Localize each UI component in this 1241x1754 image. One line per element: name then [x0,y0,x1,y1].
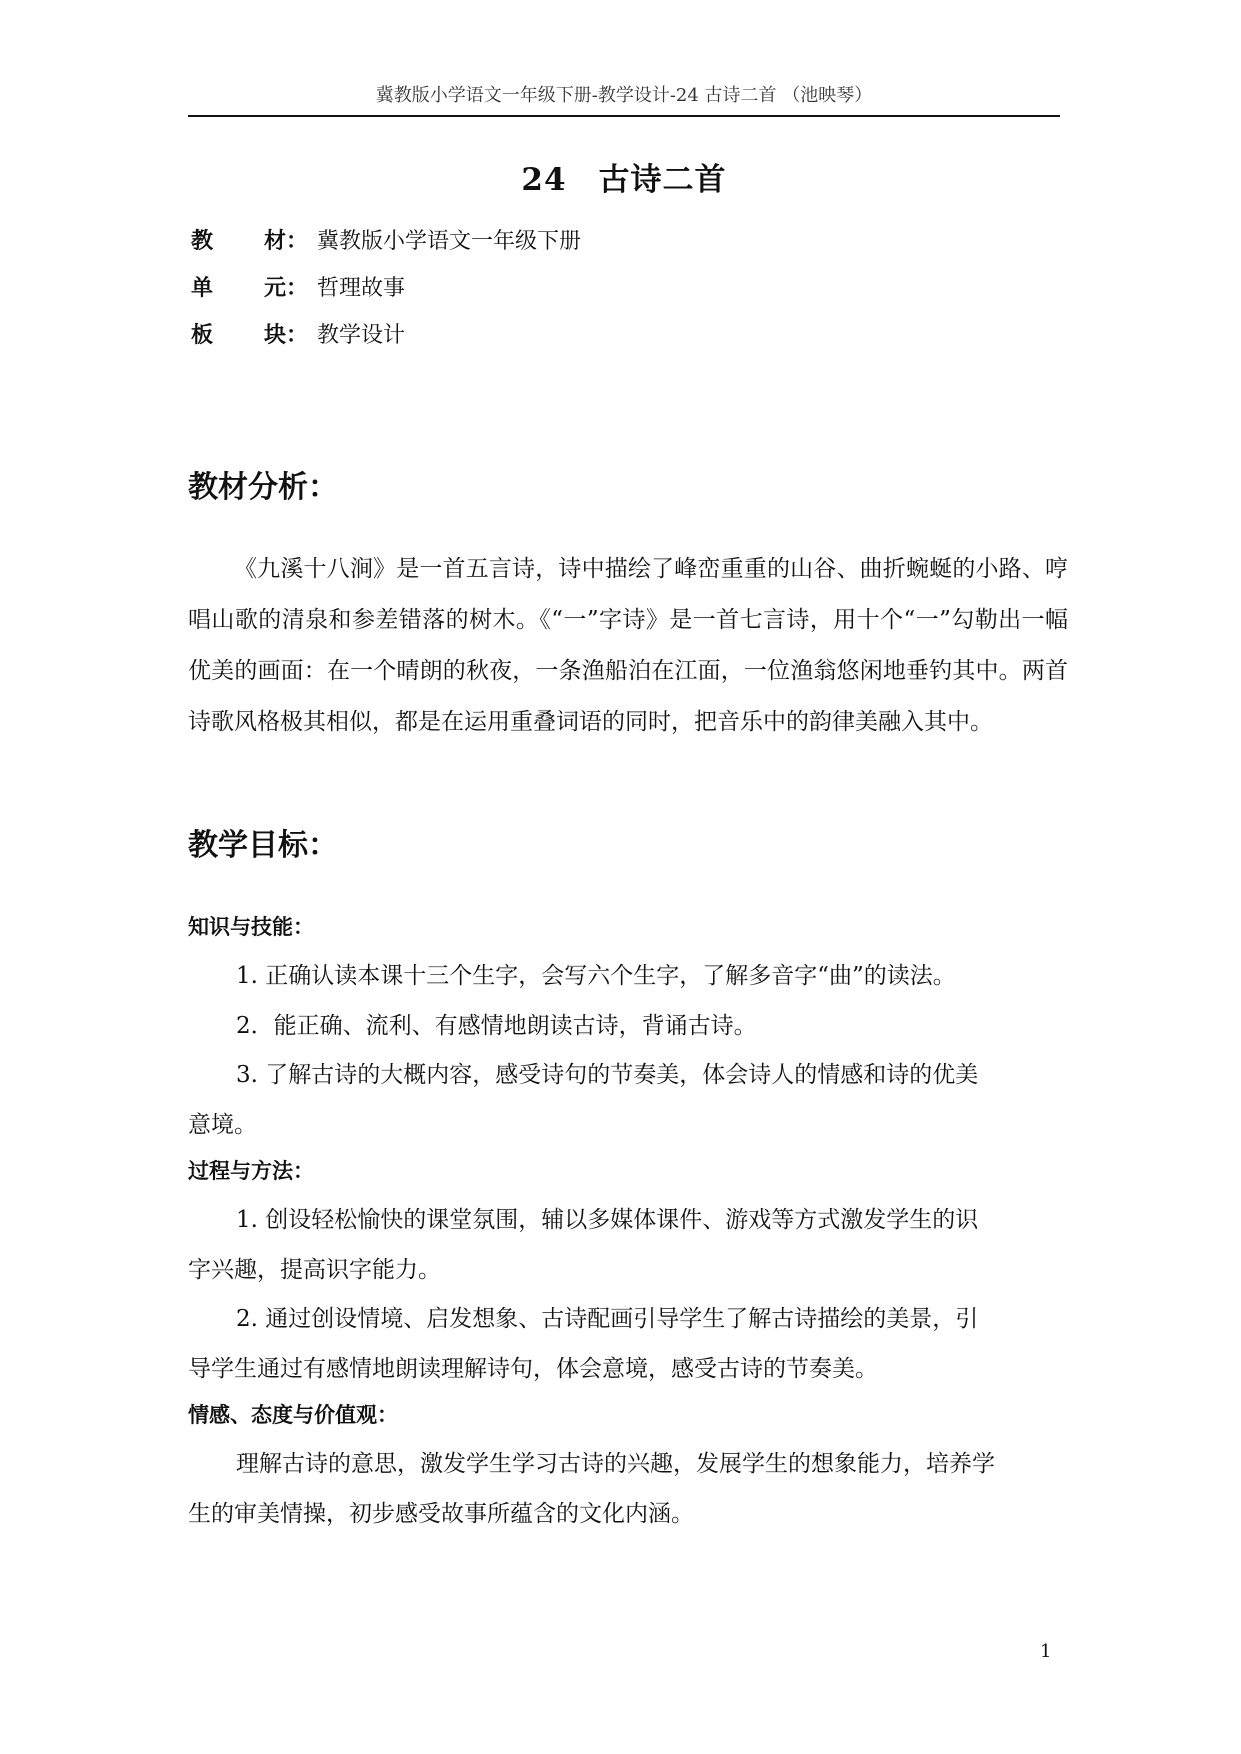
page-header [188,84,1060,117]
meta-key-1: 板 [191,323,214,348]
objective-line: 导学生通过有感情地朗读理解诗句，体会意境，感受古诗的节奏美。 [188,1356,878,1382]
meta-value: 哲理故事 [317,276,406,301]
page-header-text: 冀教版小学语文一年级下册-教学设计-24 古诗二首 （池映琴） [375,85,873,106]
objective-line: 2. 通过创设情境、启发想象、古诗配画引导学生了解古诗描绘的美景，引 [236,1306,979,1332]
meta-key-1: 教 [191,229,214,254]
page-number: 1 [1040,1641,1052,1662]
objective-line: 意境。 [188,1112,257,1138]
objective-line: 理解古诗的意思，激发学生学习古诗的兴趣，发展学生的想象能力，培养学 [236,1451,995,1477]
objective-line: 生的审美情操，初步感受故事所蕴含的文化内涵。 [188,1501,694,1527]
meta-key-2: 材： [264,229,309,254]
objective-line: 1. 正确认读本课十三个生字，会写六个生字，了解多音字“曲”的读法。 [236,963,956,989]
meta-key-2: 块： [264,323,309,348]
analysis-paragraph: 《九溪十八涧》是一首五言诗，诗中描绘了峰峦重重的山谷、曲折蜿蜒的小路、哼唱山歌的清泉和参差错落的树木。《“一”字诗》是一首七言诗，用十个“一”勾勒出一幅优美的画面：在一个晴朗的秋夜，一条渔船泊在江面，一位渔翁悠闲地垂钓其中。两首诗歌风格极其相似，都是在运用重叠词语的同时，把音乐中的韵律美融入其中。 [188,556,1068,735]
objective-line: 2．能正确、流利、有感情地朗读古诗，背诵古诗。 [236,1013,757,1039]
meta-value: 冀教版小学语文一年级下册 [317,229,582,254]
objective-line: 字兴趣，提高识字能力。 [188,1257,441,1283]
objective-line: 3. 了解古诗的大概内容，感受诗句的节奏美，体会诗人的情感和诗的优美 [236,1062,979,1088]
heading-teaching-objectives: 教学目标： [188,828,338,863]
document-title: 24 古诗二首 [521,162,727,198]
meta-key-1: 单 [191,276,214,301]
heading-emotion-attitude-values: 情感、态度与价值观： [188,1403,398,1427]
heading-knowledge-skills: 知识与技能： [188,915,314,939]
meta-value: 教学设计 [317,323,406,348]
heading-process-methods: 过程与方法： [188,1159,314,1183]
heading-textbook-analysis: 教材分析： [188,470,338,505]
meta-key-2: 元： [264,276,309,301]
objective-line: 1. 创设轻松愉快的课堂氛围，辅以多媒体课件、游戏等方式激发学生的识 [236,1207,979,1233]
